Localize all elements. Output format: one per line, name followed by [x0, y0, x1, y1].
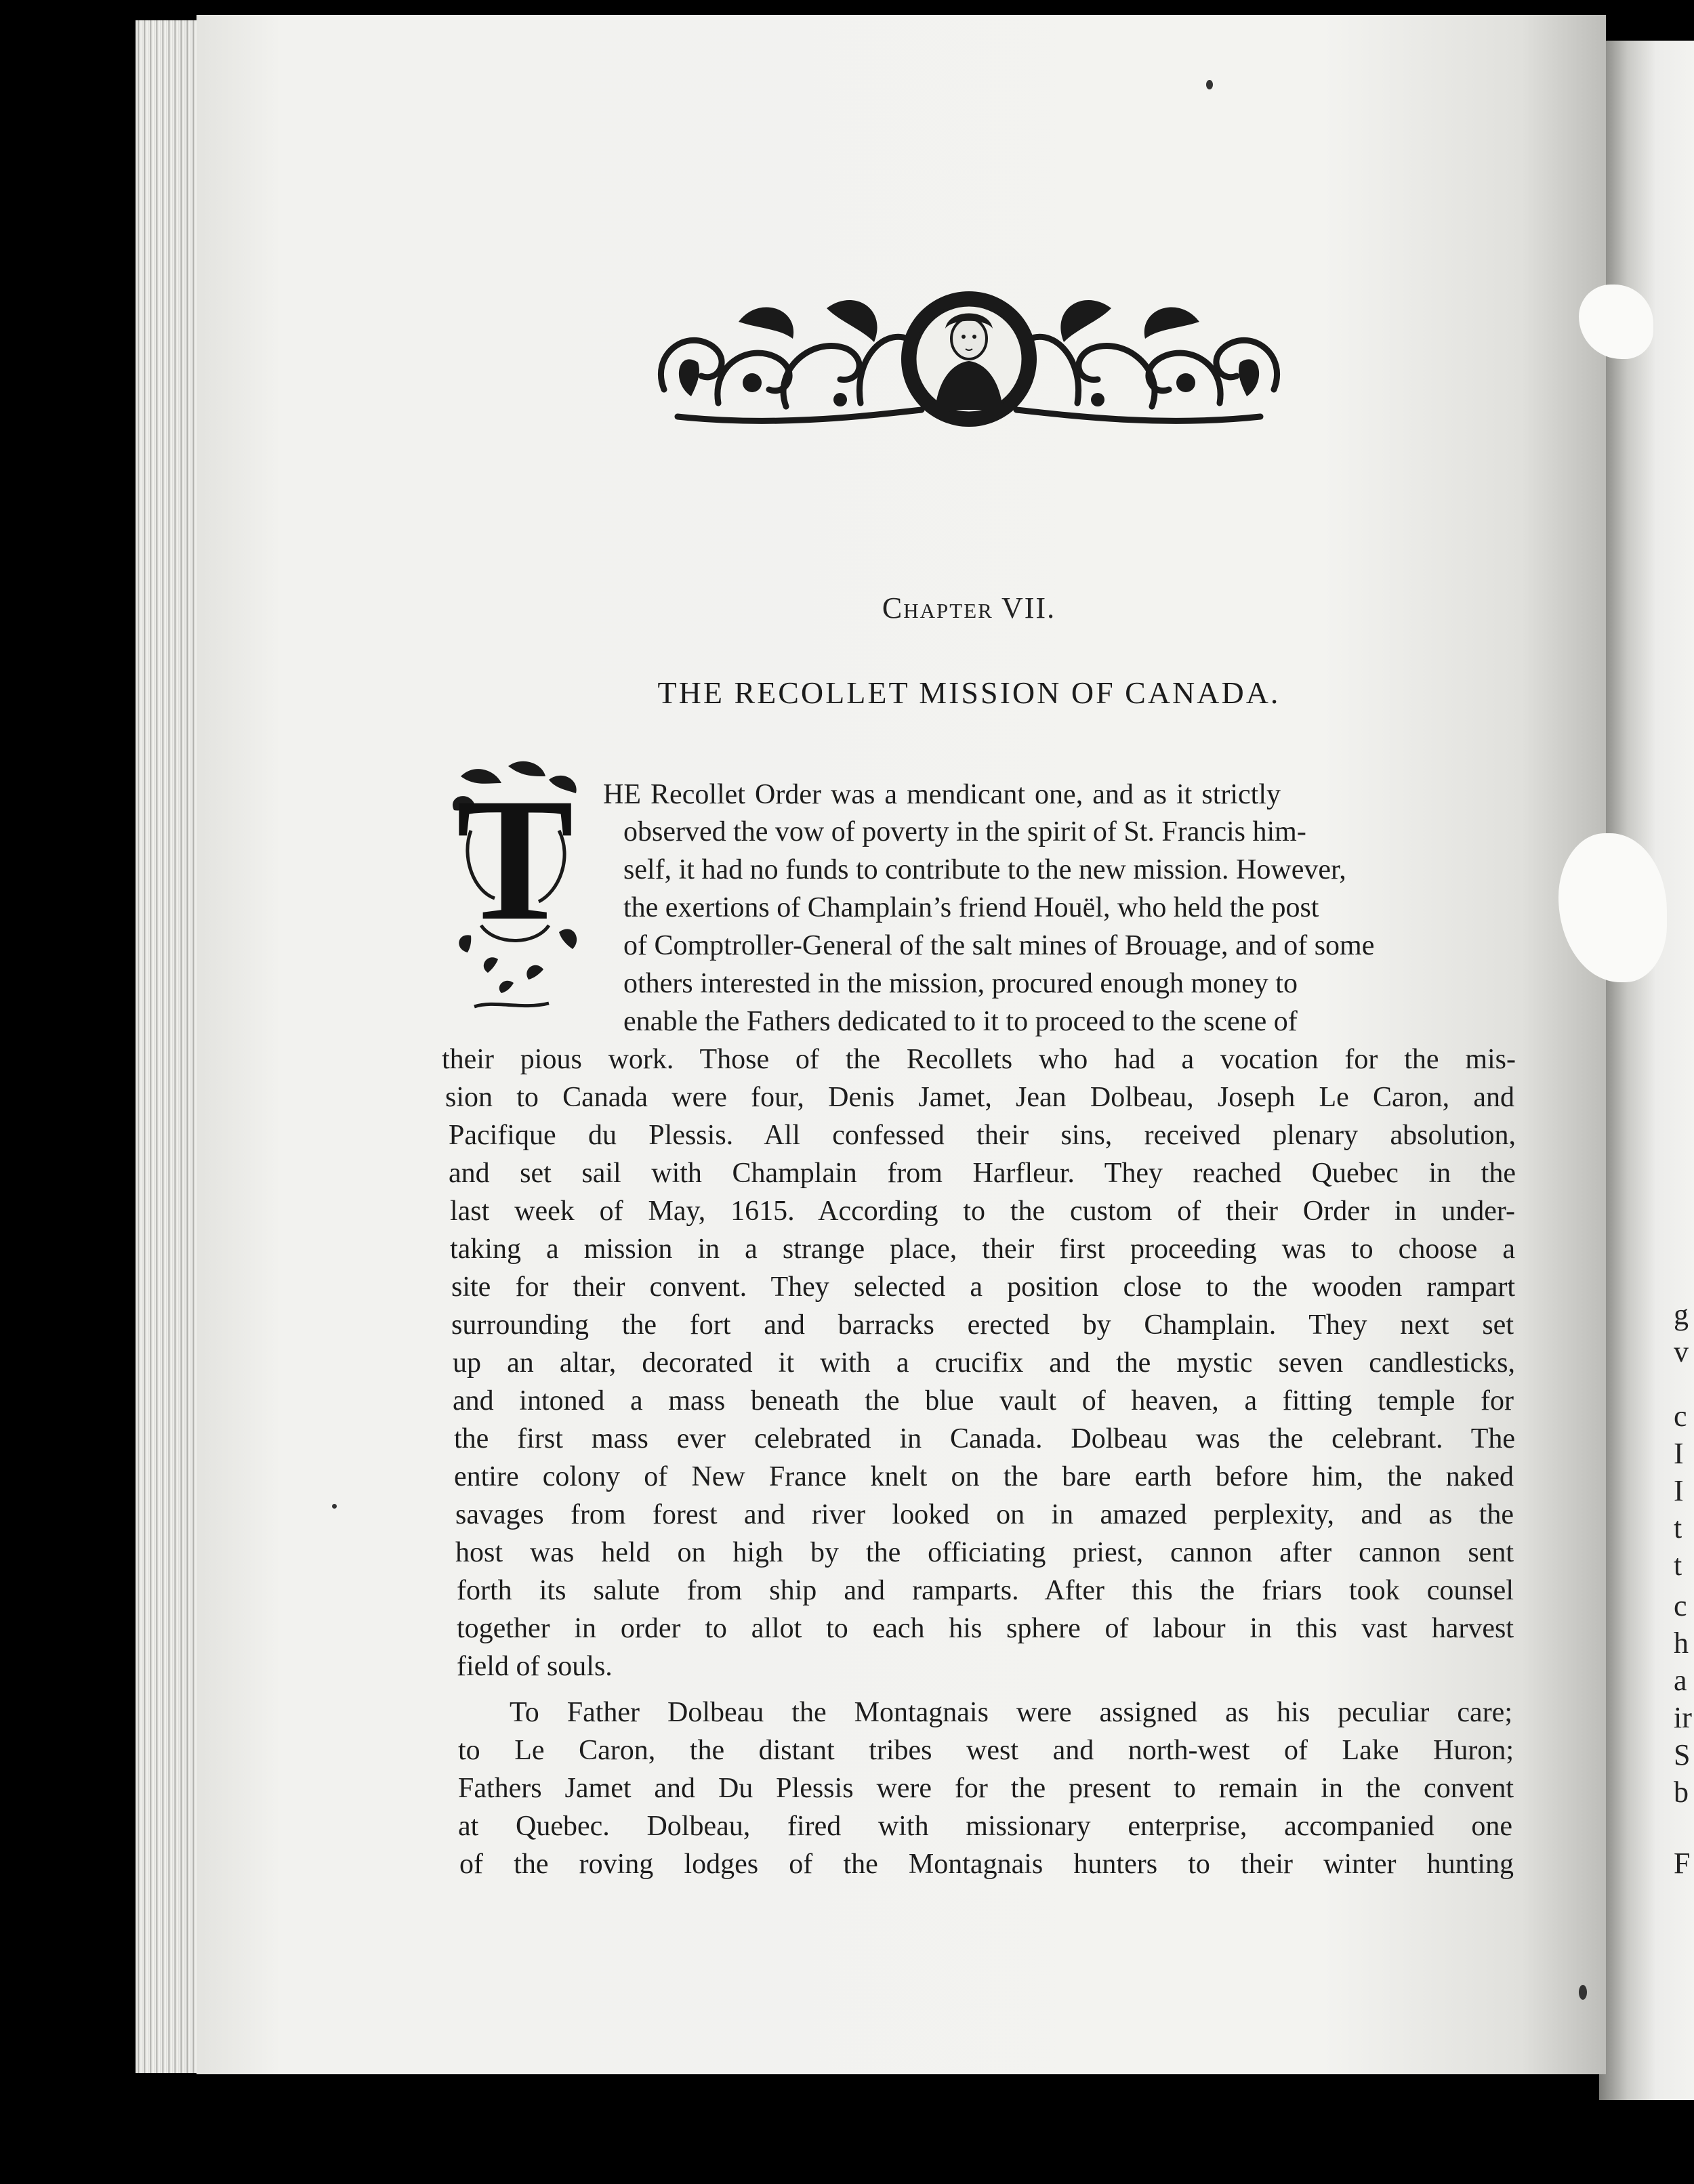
text-line: enable the Fathers dedicated to it to proceed to the scene of: [623, 1006, 1298, 1037]
chapter-title: THE RECOLLET MISSION OF CANADA.: [657, 675, 1281, 710]
text-line: of the roving lodges of the Montagnais hunters to their winter hunting: [459, 1849, 1514, 1880]
chapter-label: Chapter VII.: [882, 591, 1056, 625]
text-line: site for their convent. They selected a position close to the wooden rampart: [451, 1272, 1515, 1303]
next-page-letter: t: [1674, 1549, 1682, 1582]
drop-cap-letter: T: [456, 762, 574, 957]
text-line: forth its salute from ship and ramparts. After this the friars took counsel: [457, 1575, 1514, 1606]
next-page-letter: h: [1674, 1626, 1689, 1660]
text-line: taking a mission in a strange place, their first proceeding was to choose a: [450, 1234, 1515, 1265]
next-page-letter: I: [1674, 1474, 1684, 1507]
text-line: last week of May, 1615. According to the custom of their Order in under-: [450, 1196, 1515, 1227]
text-line: To Father Dolbeau the Montagnais were assigned as his peculiar care;: [510, 1697, 1512, 1728]
text-line: observed the vow of poverty in the spirit of St. Francis him-: [623, 816, 1306, 847]
text-line: the exertions of Champlain’s friend Houël, who held the post: [623, 892, 1319, 923]
next-page-letter: g: [1674, 1298, 1689, 1331]
text-line: together in order to allot to each his sphere of labour in this vast harvest: [457, 1613, 1514, 1644]
text-line: to Le Caron, the distant tribes west and north-west of Lake Huron;: [458, 1735, 1514, 1766]
ink-speck: [1579, 1985, 1587, 2000]
text-line: at Quebec. Dolbeau, fired with missionary enterprise, accompanied one: [458, 1811, 1512, 1842]
drop-cap-ornament: [447, 756, 583, 1013]
text-line: the first mass ever celebrated in Canada. Dolbeau was the celebrant. The: [454, 1423, 1515, 1454]
ink-speck: [332, 1504, 337, 1509]
text-line: of Comptroller-General of the salt mines of Brouage, and of some: [623, 930, 1375, 961]
next-page-letter: ir: [1674, 1701, 1692, 1734]
text-line: field of souls.: [457, 1651, 613, 1682]
text-line: up an altar, decorated it with a crucifix and the mystic seven candlesticks,: [453, 1347, 1515, 1379]
text-line: Pacifique du Plessis. All confessed their sins, received plenary absolution,: [449, 1120, 1516, 1151]
next-page-letter: v: [1674, 1335, 1689, 1368]
next-page-letter: c: [1674, 1400, 1687, 1433]
next-page-letter: t: [1674, 1511, 1682, 1545]
next-page-letter: b: [1674, 1776, 1689, 1809]
page-edges: [136, 20, 203, 2073]
text-line: and set sail with Champlain from Harfleur. They reached Quebec in the: [449, 1158, 1516, 1189]
text-line: HE Recollet Order was a mendicant one, and as it strictly: [603, 779, 1281, 810]
ornamental-headpiece: [637, 281, 1301, 437]
text-line: others interested in the mission, procured enough money to: [623, 968, 1298, 999]
next-page-letter: c: [1674, 1589, 1687, 1622]
next-page-letter: I: [1674, 1437, 1684, 1470]
ink-speck: [1206, 80, 1213, 89]
text-line: host was held on high by the officiating priest, cannon after cannon sent: [455, 1537, 1514, 1568]
text-line: their pious work. Those of the Recollets who had a vocation for the mis-: [442, 1044, 1516, 1075]
next-page-letter: a: [1674, 1664, 1687, 1697]
text-line: surrounding the fort and barracks erected by Champlain. They next set: [451, 1309, 1514, 1341]
text-line: Fathers Jamet and Du Plessis were for the present to remain in the convent: [458, 1773, 1514, 1804]
text-line: savages from forest and river looked on in amazed perplexity, and as the: [455, 1499, 1514, 1530]
text-line: sion to Canada were four, Denis Jamet, Jean Dolbeau, Joseph Le Caron, and: [445, 1082, 1514, 1113]
text-line: entire colony of New France knelt on the bare earth before him, the naked: [454, 1461, 1514, 1492]
text-line: self, it had no funds to contribute to the new mission. However,: [623, 854, 1346, 885]
next-page-letter: S: [1674, 1738, 1691, 1771]
text-line: and intoned a mass beneath the blue vault of heaven, a fitting temple for: [453, 1385, 1514, 1416]
next-page-letter: F: [1674, 1847, 1691, 1880]
